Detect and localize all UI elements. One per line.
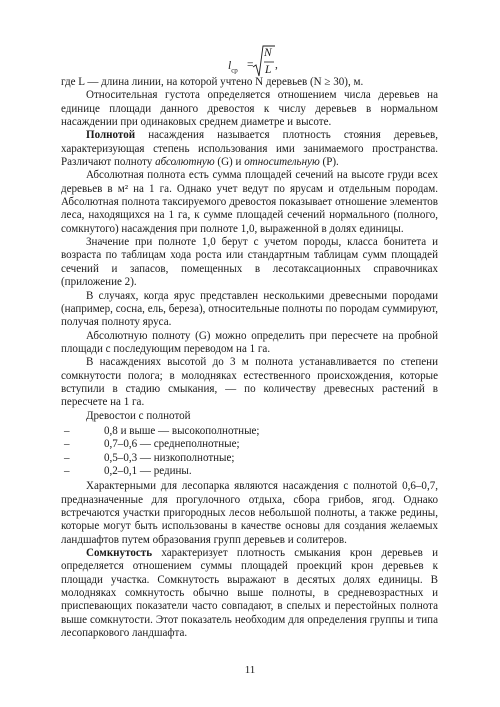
list-item: – 0,8 и выше — высокополнотные; [64,424,260,437]
page-number: 11 [244,664,256,676]
paragraph-canopy-closure: Сомкнутость характеризует плотность смыкания крон деревьев и определяется отношением суммы площадей проекций крон деревьев к площади участка. Сомкнутость выражают в десятых долях единицы. В молодняках сомкнутость обычно выше полноты, в средневозрастных и приспевающих показатели часто совпадают, в спелых и перестойных полнота выше сомкнутости. Этот показатель необходим для определения группы и типа лесопаркового ландшафта. [61,547,438,640]
paragraph-young-stands: В насаждениях высотой до 3 м полнота устанавливается по степени сомкнутости полога; в молодняках естественного происхождения, которые вступили в стадию смыкания, — по количеству древесных растений в пересчете на 1 га. [61,356,438,409]
list-item: – 0,7–0,6 — среднеполнотные; [64,438,240,451]
paragraph-forest-park: Характерными для лесопарка являются насаждения с полнотой 0,6–0,7, предназначенные для прогулочного отдыха, сбора грибов, ягод. Однако встречаются участки пригородных лесов небольшой полноты, а также редины, которые могут быть использованы в качестве основы для создания желаемых ландшафтов путем образования групп деревьев и солитеров. [61,480,438,546]
paragraph-value-at-1: Значение при полноте 1,0 берут с учетом породы, класса бонитета и возраста по таблицам хода роста или стандартным таблицам сумм площадей сечений и запасов, помещенных в лесотаксационных справочниках (приложение 2). [61,236,438,289]
list-item: – 0,5–0,3 — низкополнотные; [64,451,235,464]
paragraph-where: где L — длина линии, на которой учтено N деревьев (N ≥ 30), м. [61,76,364,88]
formula-denominator: L [265,64,272,76]
formula-numerator: N [264,47,272,59]
term-stocking: Полнотой [86,129,136,142]
term-absolute: абсолютную [155,156,215,169]
formula-equals: = [247,59,254,71]
paragraph-stocking-definition: Полнотой насаждения называется плотность стояния деревьев, характеризующая степень использования ими занимаемого пространства. Различают полноту абсолютную (G) и относительную (P). [61,129,438,169]
paragraph-sample-plot: Абсолютную полноту (G) можно определить при пересчете на пробной площади с последующим переводом на 1 га. [61,329,438,355]
stocking-classes-list [61,425,438,478]
term-relative: относительную [244,156,320,169]
formula-tail: , [275,59,278,71]
body-text [61,76,438,640]
list-item: – 0,2–0,1 — редины. [64,464,192,477]
term-closure: Сомкнутость [86,547,153,560]
paragraph-list-intro: Древостои с полнотой [86,409,191,422]
paragraph-absolute-stocking: Абсолютная полнота есть сумма площадей сечений на высоте груди всех деревьев в м² на 1 га. Однако учет ведут по ярусам и отдельным породам. Абсолютная полнота таксируемого древостоя показывает отношение элементов леса, находящихся на 1 га, к сумме площадей сечений нормального (полного, сомкнутого) насаждения при полноте 1,0, выраженной в долях единицы. [61,169,438,235]
formula-lhs: $l_{ср}$ [228,60,238,75]
paragraph-multi-species: В случаях, когда ярус представлен несколькими древесными породами (например, сосна, ель, береза), относительные полноты по породам суммируют, получая полноту яруса. [61,289,438,329]
paragraph-relative-density: Относительная густота определяется отношением числа деревьев на единице площади данного древостоя к числу деревьев в нормальном насаждении при одинаковых среднем диаметре и высоте. [61,89,438,129]
